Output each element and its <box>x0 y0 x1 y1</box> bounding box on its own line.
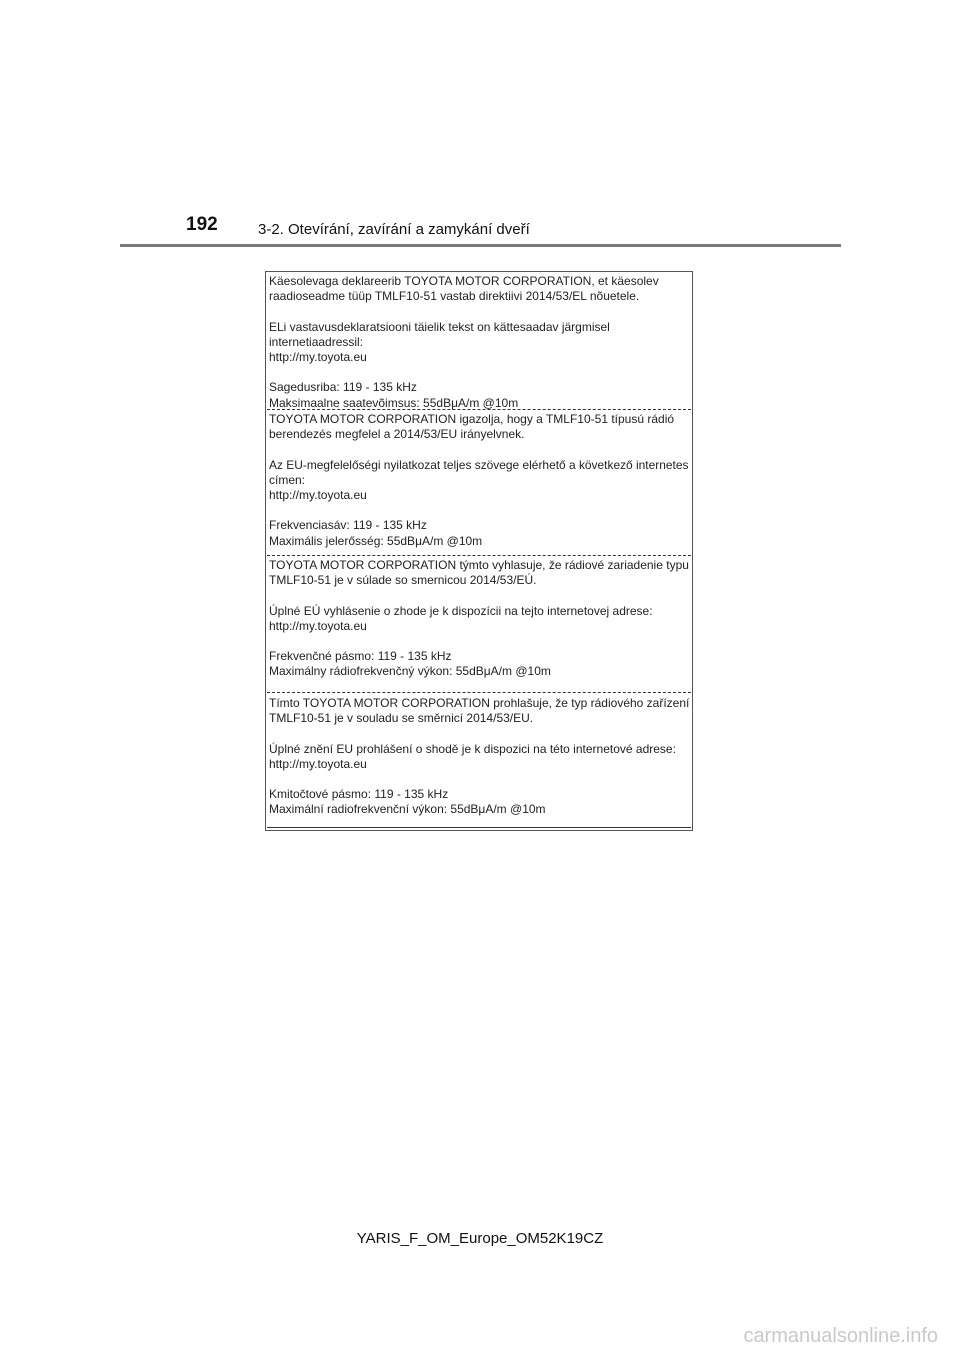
declaration-line: http://my.toyota.eu <box>269 350 367 364</box>
declaration-line: raadioseadme tüüp TMLF10-51 vastab direktiivi 2014/53/EL nõuetele. <box>269 289 640 304</box>
declaration-line: internetiaadressil: <box>269 334 364 349</box>
document-code: YARIS_F_OM_Europe_OM52K19CZ <box>356 1230 604 1247</box>
declaration-line: http://my.toyota.eu <box>269 488 367 502</box>
page-number: 192 <box>186 214 218 235</box>
declaration-line: címen: <box>269 472 306 487</box>
watermark[interactable]: carmanualsonline.info <box>743 1325 938 1347</box>
section-divider <box>267 409 691 410</box>
declaration-line: Käesolevaga deklareerib TOYOTA MOTOR CORPORATION, et käesolev <box>269 274 659 288</box>
declaration-line: Tímto TOYOTA MOTOR CORPORATION prohlašuje, že typ rádiového zařízení <box>269 696 690 710</box>
declaration-line: ELi vastavusdeklaratsiooni täielik tekst on kättesaadav järgmisel <box>269 319 610 334</box>
box-bottom-rule <box>267 827 691 828</box>
declaration-line: berendezés megfelel a 2014/53/EU irányelvnek. <box>269 427 525 442</box>
declaration-line: Maximálny rádiofrekvenčný výkon: 55dBμA/m @10m <box>269 664 551 679</box>
declaration-line: Maximální radiofrekvenční výkon: 55dBμA/m @10m <box>269 802 546 817</box>
section-divider <box>267 692 691 693</box>
declaration-box <box>265 271 693 831</box>
declaration-line: TOYOTA MOTOR CORPORATION igazolja, hogy a TMLF10-51 típusú rádió <box>269 412 675 426</box>
declaration-line: TOYOTA MOTOR CORPORATION týmto vyhlasuje, že rádiové zariadenie typu <box>269 558 689 572</box>
declaration-line: Maksimaalne saatevõimsus: 55dBμA/m @10m <box>269 395 519 410</box>
declaration-line: TMLF10-51 je v souladu se směrnicí 2014/53/EU. <box>269 711 534 726</box>
declaration-line: TMLF10-51 je v súlade so smernicou 2014/53/EÚ. <box>269 573 537 588</box>
declaration-line: Frekvenčné pásmo: 119 - 135 kHz <box>269 649 452 664</box>
declaration-line: Frekvenciasáv: 119 - 135 kHz <box>269 518 427 533</box>
declaration-line: Úplné znění EU prohlášení o shodě je k dispozici na této internetové adrese: <box>269 741 676 756</box>
declaration-line: Kmitočtové pásmo: 119 - 135 kHz <box>269 787 449 802</box>
header-rule <box>120 244 841 247</box>
declaration-line: http://my.toyota.eu <box>269 756 367 771</box>
chapter-title: 3-2. Otevírání, zavírání a zamykání dveří <box>258 221 530 238</box>
declaration-line: Maximális jelerősség: 55dBμA/m @10m <box>269 533 483 548</box>
declaration-line: Az EU-megfelelőségi nyilatkozat teljes szövege elérhető a következő internetes <box>269 457 689 472</box>
section-divider <box>267 555 691 556</box>
declaration-line: Sagedusriba: 119 - 135 kHz <box>269 380 417 395</box>
declaration-line: Úplné EÚ vyhlásenie o zhode je k dispozícii na tejto internetovej adrese: <box>269 603 653 618</box>
declaration-line: http://my.toyota.eu <box>269 618 367 633</box>
